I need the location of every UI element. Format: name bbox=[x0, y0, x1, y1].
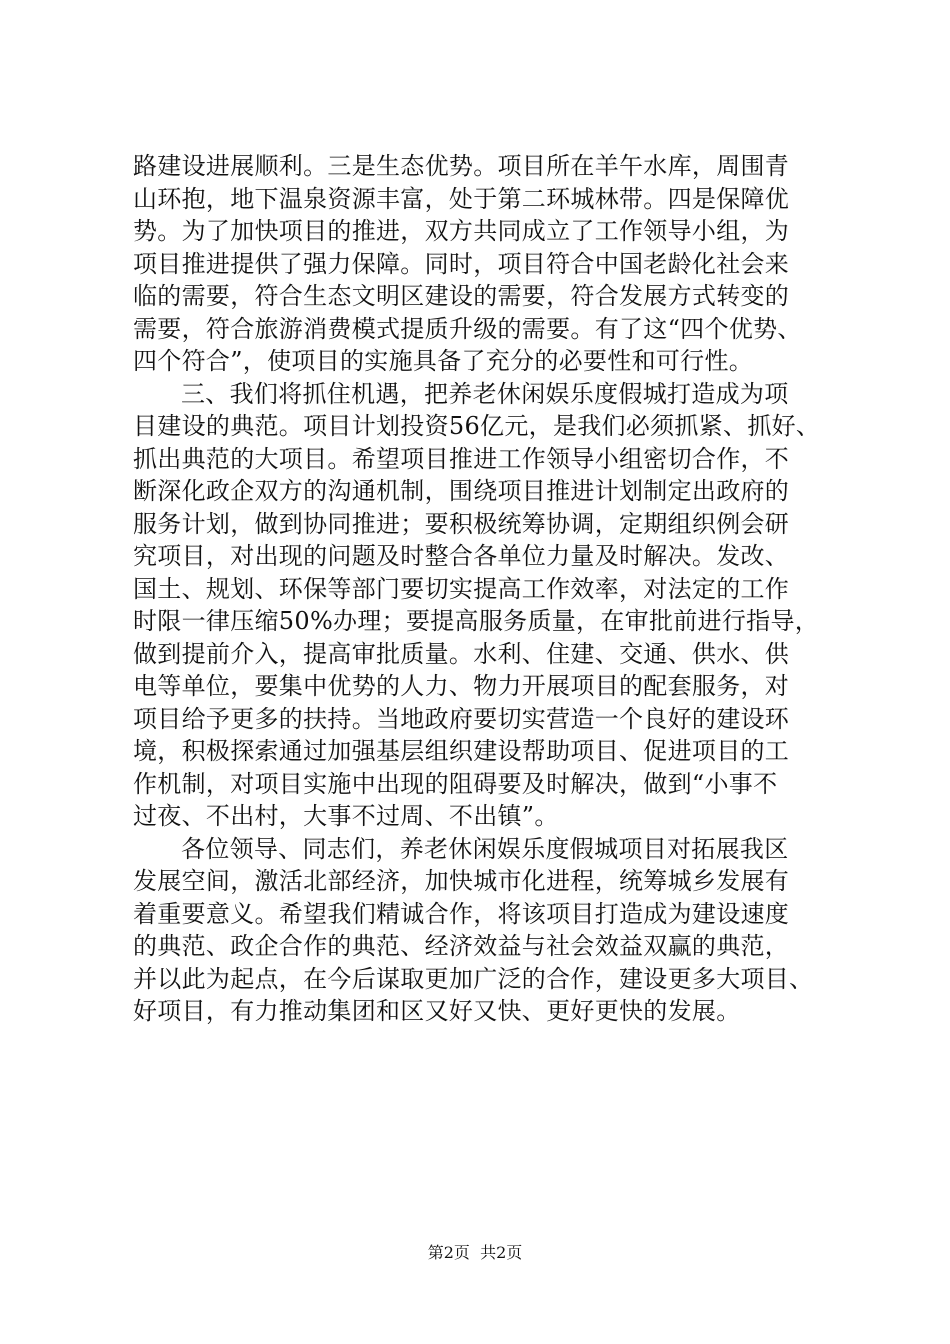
text-line: 作机制，对项目实施中出现的阻碍要及时解决，做到“小事不 bbox=[133, 769, 778, 798]
text-line: 时限一律压缩50%办理；要提高服务质量，在审批前进行指导， bbox=[133, 607, 820, 635]
text-line: 目建设的典范。项目计划投资56亿元，是我们必须抓紧、抓好、 bbox=[133, 412, 821, 440]
text-line: 着重要意义。希望我们精诚合作，将该项目打造成为建设速度 bbox=[133, 899, 790, 928]
text-line: 四个符合”，使项目的实施具备了充分的必要性和可行性。 bbox=[133, 347, 754, 375]
text-line: 的典范、政企合作的典范、经济效益与社会效益双赢的典范， bbox=[133, 932, 790, 960]
text-line: 抓出典范的大项目。希望项目推进工作领导小组密切合作，不 bbox=[133, 444, 790, 473]
text-line: 服务计划，做到协同推进；要积极统筹协调，定期组织例会研 bbox=[133, 509, 790, 538]
text-line: 境，积极探索通过加强基层组织建设帮助项目、促进项目的工 bbox=[133, 737, 790, 765]
text-line: 并以此为起点，在今后谋取更加广泛的合作，建设更多大项目、 bbox=[133, 964, 814, 993]
text-line: 发展空间，激活北部经济，加快城市化进程，统筹城乡发展有 bbox=[133, 867, 790, 895]
paragraph-start-line: 三、我们将抓住机遇，把养老休闲娱乐度假城打造成为项 bbox=[181, 379, 789, 408]
page-number-footer: 第2页 共2页 bbox=[427, 1243, 523, 1262]
text-line: 路建设进展顺利。三是生态优势。项目所在羊午水库，周围青 bbox=[133, 152, 790, 180]
text-line: 项目推进提供了强力保障。同时，项目符合中国老龄化社会来 bbox=[133, 249, 790, 278]
text-line: 山环抱，地下温泉资源丰富，处于第二环城林带。四是保障优 bbox=[133, 184, 790, 213]
text-line: 项目给予更多的扶持。当地政府要切实营造一个良好的建设环 bbox=[133, 704, 790, 733]
text-line: 究项目，对出现的问题及时整合各单位力量及时解决。发改、 bbox=[133, 542, 790, 570]
paragraph-start-line: 各位领导、同志们，养老休闲娱乐度假城项目对拓展我区 bbox=[181, 834, 789, 863]
text-line: 势。为了加快项目的推进，双方共同成立了工作领导小组，为 bbox=[133, 217, 790, 245]
text-line: 电等单位，要集中优势的人力、物力开展项目的配套服务，对 bbox=[133, 672, 790, 700]
text-line: 过夜、不出村，大事不过周、不出镇”。 bbox=[133, 802, 559, 830]
text-line: 好项目，有力推动集团和区又好又快、更好更快的发展。 bbox=[133, 997, 741, 1025]
text-line: 断深化政企双方的沟通机制，围绕项目推进计划制定出政府的 bbox=[133, 477, 790, 505]
body-text bbox=[133, 150, 833, 1028]
text-line: 需要，符合旅游消费模式提质升级的需要。有了这“四个优势、 bbox=[133, 314, 802, 343]
text-line: 临的需要，符合生态文明区建设的需要，符合发展方式转变的 bbox=[133, 282, 790, 310]
text-line: 做到提前介入，提高审批质量。水利、住建、交通、供水、供 bbox=[133, 639, 790, 668]
text-line: 国土、规划、环保等部门要切实提高工作效率，对法定的工作 bbox=[133, 574, 790, 603]
